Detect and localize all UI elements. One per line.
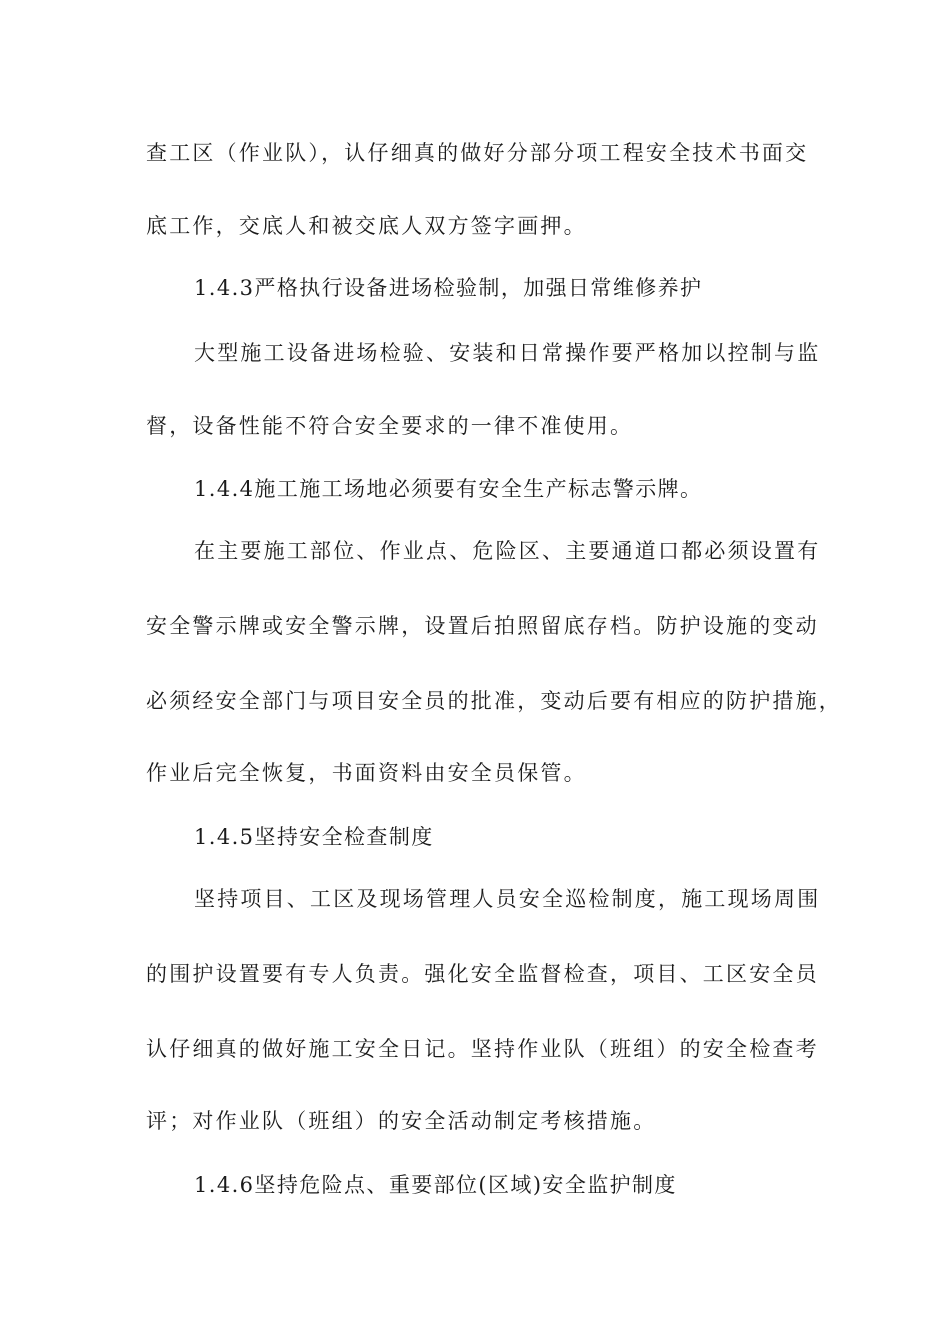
paragraph-line: 底工作，交底人和被交底人双方签字画押。: [146, 214, 587, 238]
paragraph-line: 评；对作业队（班组）的安全活动制定考核措施。: [146, 1109, 657, 1133]
section-heading-1-4-5: 1.4.5坚持安全检查制度: [194, 825, 434, 849]
paragraph-line: 的围护设置要有专人负责。强化安全监督检查，项目、工区安全员: [146, 962, 819, 986]
paragraph-line: 坚持项目、工区及现场管理人员安全巡检制度，施工现场周围: [194, 887, 821, 911]
paragraph-line: 安全警示牌或安全警示牌，设置后拍照留底存档。防护设施的变动: [146, 614, 819, 638]
paragraph-line: 大型施工设备进场检验、安装和日常操作要严格加以控制与监: [194, 341, 821, 365]
section-heading-1-4-6: 1.4.6坚持危险点、重要部位(区域)安全监护制度: [194, 1173, 677, 1197]
paragraph-line: 查工区（作业队），认仔细真的做好分部分项工程安全技术书面交: [146, 141, 809, 165]
paragraph-line: 督，设备性能不符合安全要求的一律不准使用。: [146, 414, 634, 438]
paragraph-line: 作业后完全恢复，书面资料由安全员保管。: [146, 761, 587, 785]
paragraph-line: 在主要施工部位、作业点、危险区、主要通道口都必须设置有: [194, 539, 821, 563]
section-heading-1-4-3: 1.4.3严格执行设备进场检验制，加强日常维修养护: [194, 276, 703, 300]
paragraph-line: 认仔细真的做好施工安全日记。坚持作业队（班组）的安全检查考: [146, 1037, 819, 1061]
section-heading-1-4-4: 1.4.4施工施工场地必须要有安全生产标志警示牌。: [194, 477, 703, 501]
paragraph-line: 必须经安全部门与项目安全员的批准，变动后要有相应的防护措施，: [146, 689, 842, 713]
